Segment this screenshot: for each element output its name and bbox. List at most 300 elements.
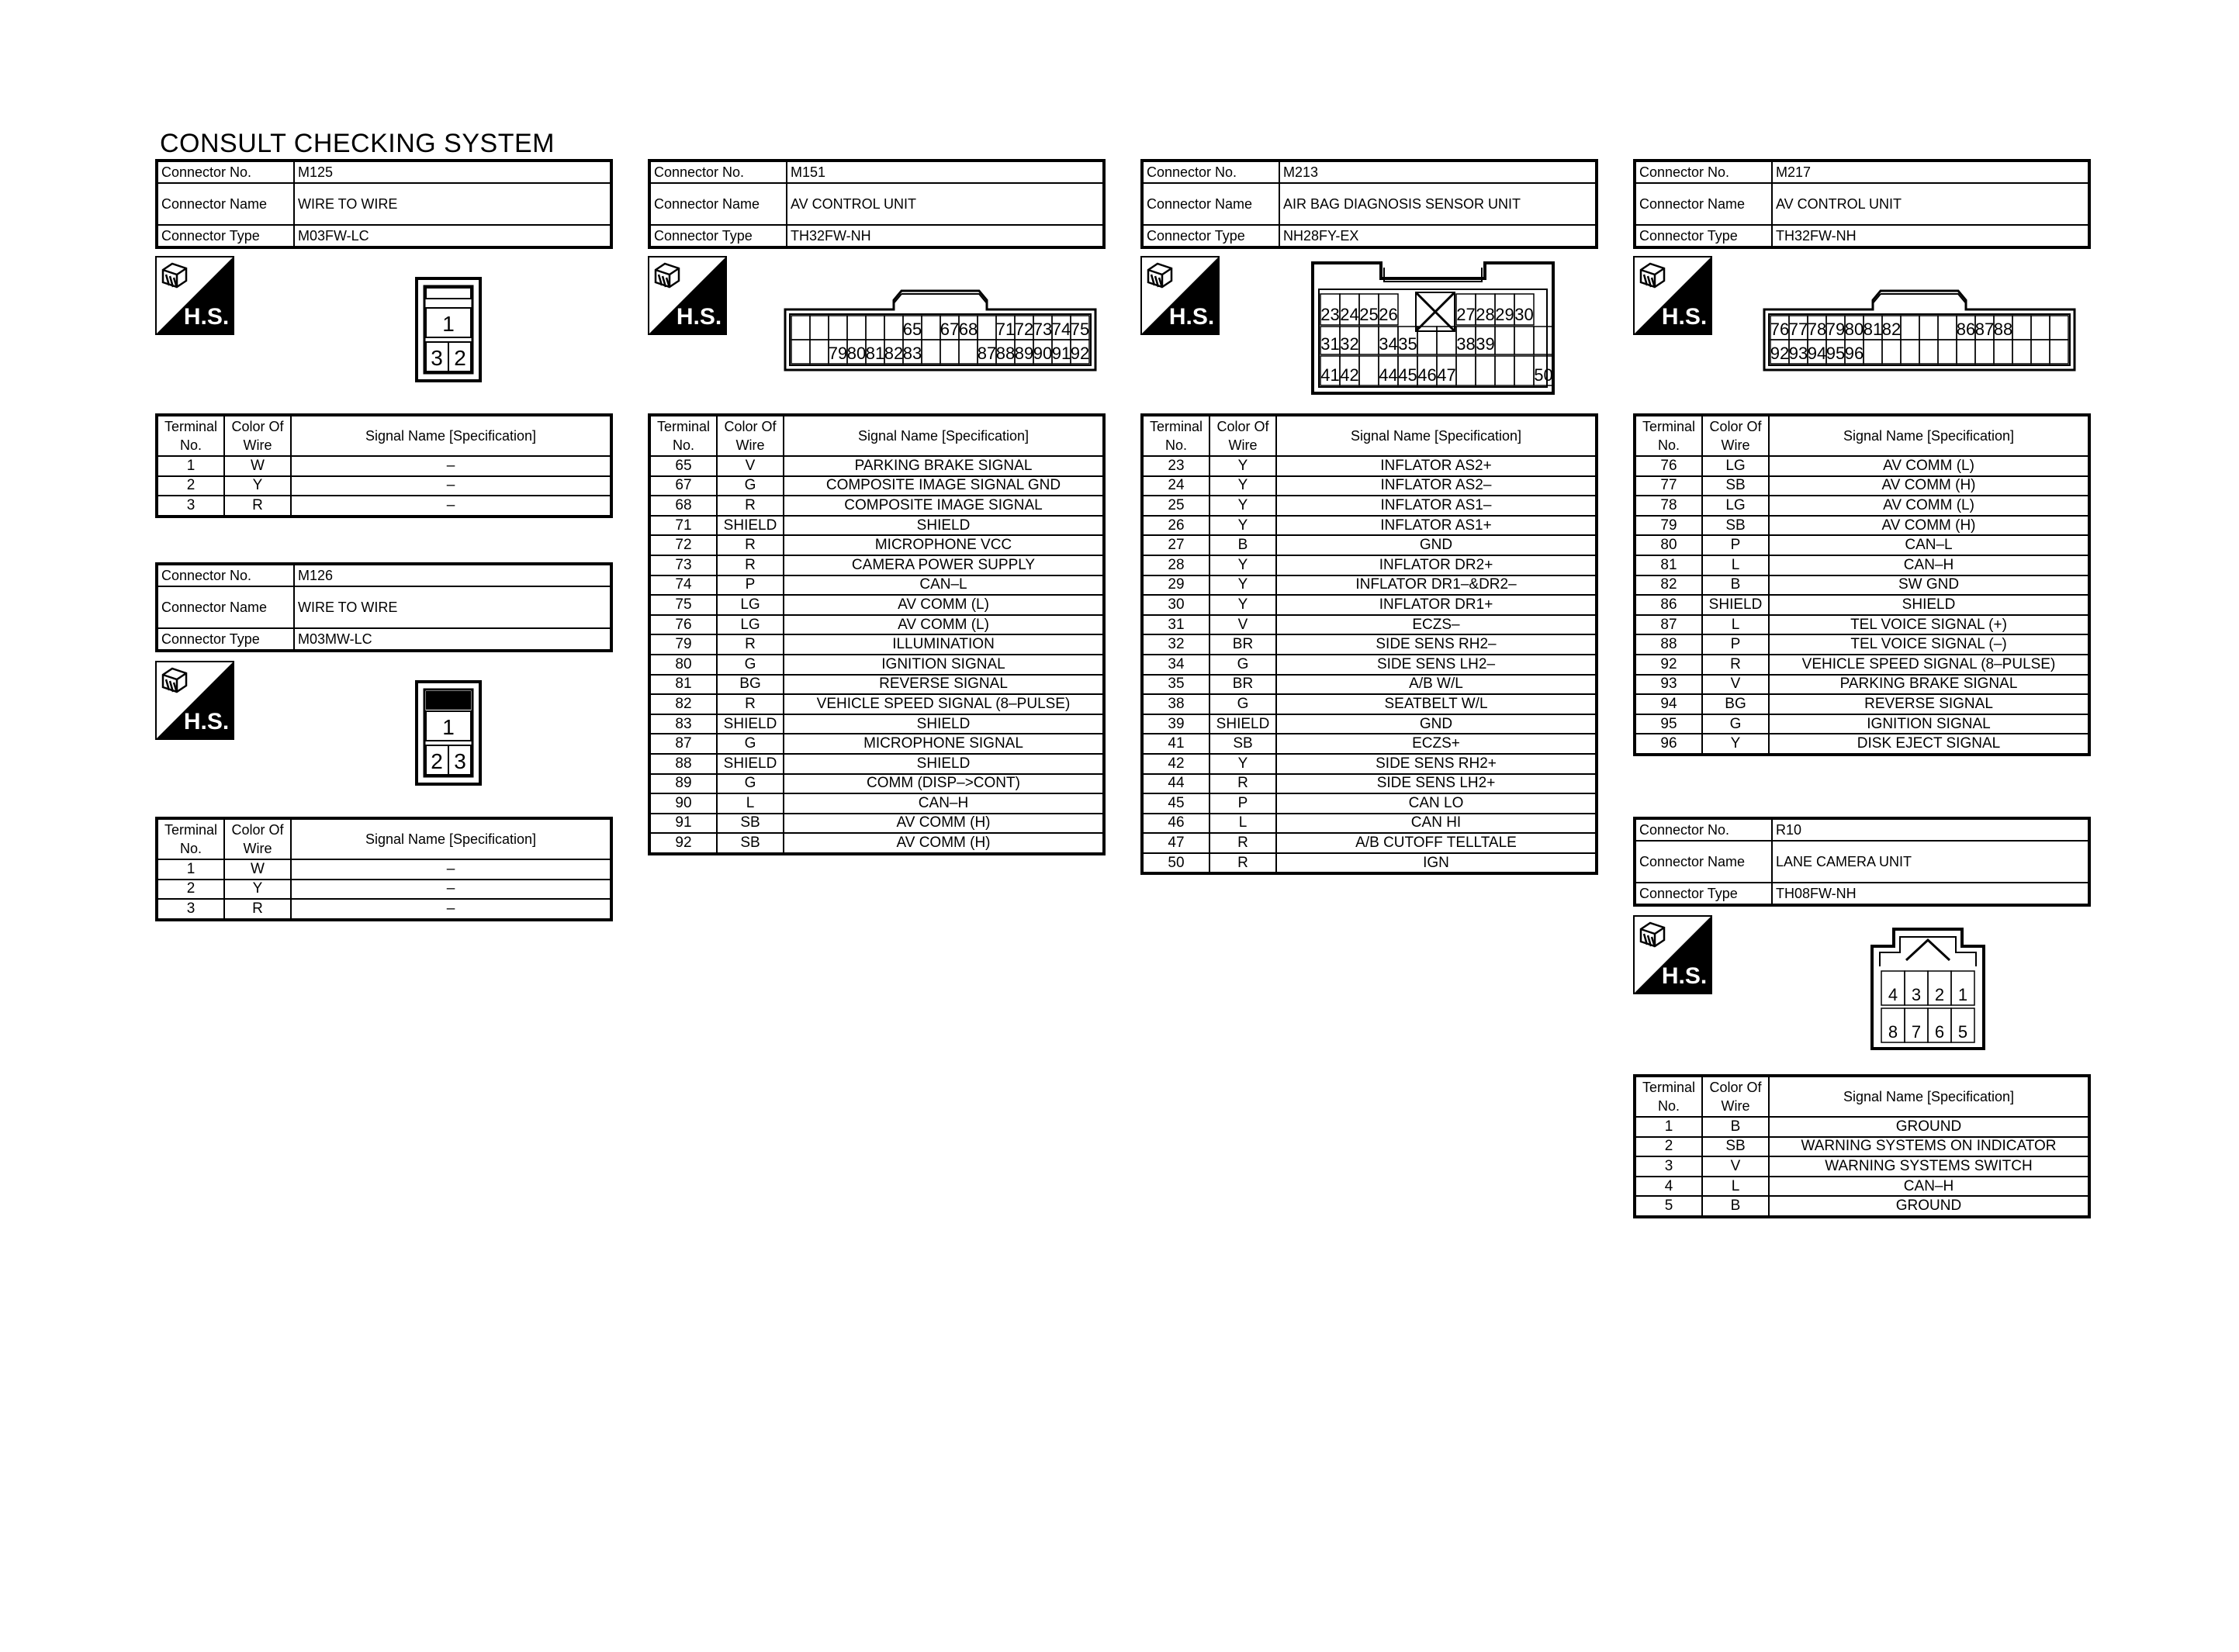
wire-color-cell: V <box>1209 615 1276 635</box>
connector-name-value: WIRE TO WIRE <box>294 183 611 225</box>
terminal-cell: 1 <box>157 456 224 476</box>
terminal-label: 71 <box>995 320 1016 339</box>
connector-face-m151 <box>784 283 1099 373</box>
terminal-label: 25 <box>1359 305 1379 324</box>
connector-no-value: M151 <box>787 161 1104 183</box>
signal-name-cell: AV COMM (H) <box>784 814 1104 834</box>
table-row <box>1142 694 1597 714</box>
hs-label: H.S. <box>183 304 230 330</box>
wire-color-cell: R <box>1209 833 1276 853</box>
terminal-label: 90 <box>1033 344 1053 363</box>
wire-color-cell: B <box>1702 1196 1769 1217</box>
connector-type-value: M03FW-LC <box>294 225 611 247</box>
wire-color-cell: SB <box>1209 734 1276 754</box>
table-row <box>1142 793 1597 814</box>
connector-no-value: M217 <box>1772 161 2089 183</box>
connector-m125 <box>155 159 613 249</box>
terminal-label: 4 <box>1888 985 1898 1004</box>
connector-no-value: M125 <box>294 161 611 183</box>
terminal-label: 34 <box>1379 334 1398 354</box>
terminal-cell: 89 <box>649 774 717 794</box>
wire-color-cell: P <box>1209 793 1276 814</box>
connector-type-label: Connector Type <box>157 225 294 247</box>
signal-name-cell: TEL VOICE SIGNAL (–) <box>1769 634 2089 655</box>
connector-type-value: TH32FW-NH <box>1772 225 2089 247</box>
terminal-label: 93 <box>1788 344 1808 363</box>
terminal-label: 92 <box>1770 344 1790 363</box>
terminal-label: 39 <box>1476 334 1495 354</box>
terminal-label: 77 <box>1788 320 1808 339</box>
table-row <box>649 634 1104 655</box>
connector-type-label: Connector Type <box>1142 225 1279 247</box>
terminal-label: 32 <box>1340 334 1359 354</box>
terminal-label: 82 <box>1881 320 1902 339</box>
terminal-cell: 41 <box>1142 734 1209 754</box>
wire-color-cell: SHIELD <box>717 754 784 774</box>
wire-color-cell: SB <box>717 833 784 854</box>
signal-table-m126 <box>155 817 613 921</box>
terminal-cell: 26 <box>1142 516 1209 536</box>
terminal-label: 47 <box>1437 365 1456 385</box>
table-row <box>1142 814 1597 834</box>
signal-name-cell: PARKING BRAKE SIGNAL <box>1769 675 2089 695</box>
terminal-label: 3 <box>1911 985 1922 1004</box>
terminal-label: 7 <box>1911 1022 1922 1042</box>
signal-name-cell: IGNITION SIGNAL <box>784 655 1104 675</box>
terminal-label: 3 <box>431 346 443 370</box>
wire-color-cell: P <box>1702 535 1769 555</box>
connector-type-label: Connector Type <box>1635 883 1772 905</box>
terminal-label: 65 <box>902 320 922 339</box>
wire-color-cell: Y <box>1209 754 1276 774</box>
terminal-label: 2 <box>454 346 466 370</box>
harness-side-icon <box>1633 256 1712 335</box>
table-row <box>649 814 1104 834</box>
table-row <box>649 496 1104 516</box>
table-row <box>1142 714 1597 734</box>
terminal-header: Terminal No. <box>1142 415 1209 456</box>
color-header: Color Of Wire <box>1209 415 1276 456</box>
wire-color-cell: SB <box>1702 476 1769 496</box>
terminal-label: 79 <box>828 344 848 363</box>
terminal-cell: 1 <box>157 859 224 880</box>
terminal-cell: 82 <box>649 694 717 714</box>
connector-no-label: Connector No. <box>157 564 294 586</box>
wire-color-cell: V <box>1702 675 1769 695</box>
table-row <box>1635 456 2089 476</box>
connector-name-value: AV CONTROL UNIT <box>1772 183 2089 225</box>
table-row <box>649 675 1104 695</box>
terminal-label: 88 <box>1993 320 2013 339</box>
connector-no-label: Connector No. <box>157 161 294 183</box>
table-row <box>649 793 1104 814</box>
signal-name-cell: VEHICLE SPEED SIGNAL (8–PULSE) <box>784 694 1104 714</box>
signal-name-cell: CAN LO <box>1276 793 1597 814</box>
signal-name-cell: IGNITION SIGNAL <box>1769 714 2089 734</box>
table-row <box>1142 833 1597 853</box>
signal-name-cell: SIDE SENS RH2+ <box>1276 754 1597 774</box>
harness-side-icon <box>1633 915 1712 994</box>
terminal-cell: 4 <box>1635 1177 1702 1197</box>
signal-name-cell: AV COMM (L) <box>784 615 1104 635</box>
terminal-label: 1 <box>1957 985 1968 1004</box>
terminal-label: 68 <box>958 320 978 339</box>
signal-name-cell: CAN–L <box>1769 535 2089 555</box>
signal-name-cell: – <box>291 476 611 496</box>
terminal-label: 87 <box>977 344 997 363</box>
terminal-label: 74 <box>1051 320 1071 339</box>
terminal-label: 80 <box>1844 320 1864 339</box>
signal-name-cell: AV COMM (L) <box>1769 496 2089 516</box>
wire-color-cell: G <box>717 734 784 754</box>
signal-name-cell: – <box>291 859 611 880</box>
connector-type-label: Connector Type <box>157 628 294 651</box>
table-row <box>1142 516 1597 536</box>
connector-name-label: Connector Name <box>157 183 294 225</box>
terminal-label: 44 <box>1379 365 1398 385</box>
terminal-cell: 46 <box>1142 814 1209 834</box>
table-row <box>1635 496 2089 516</box>
harness-side-icon <box>648 256 727 335</box>
connector-face-m217 <box>1763 283 2078 373</box>
signal-name-cell: GND <box>1276 535 1597 555</box>
wire-color-cell: P <box>1702 634 1769 655</box>
table-row <box>1635 1196 2089 1217</box>
terminal-cell: 90 <box>649 793 717 814</box>
signal-name-cell: INFLATOR DR2+ <box>1276 555 1597 575</box>
table-row <box>1142 476 1597 496</box>
signal-table-m151 <box>648 413 1106 855</box>
wire-color-cell: V <box>717 456 784 476</box>
wire-color-cell: R <box>224 899 291 920</box>
terminal-cell: 3 <box>157 496 224 517</box>
terminal-cell: 35 <box>1142 675 1209 695</box>
table-row <box>1635 734 2089 755</box>
terminal-cell: 31 <box>1142 615 1209 635</box>
wire-color-cell: R <box>717 535 784 555</box>
wire-color-cell: BR <box>1209 675 1276 695</box>
wire-color-cell: R <box>1209 853 1276 874</box>
terminal-label: 79 <box>1825 320 1846 339</box>
harness-side-icon <box>1140 256 1220 335</box>
signal-table-m151-wrap <box>648 413 1106 855</box>
terminal-label: 78 <box>1807 320 1827 339</box>
table-row <box>649 734 1104 754</box>
wire-color-cell: Y <box>1209 555 1276 575</box>
connector-type-value: TH32FW-NH <box>787 225 1104 247</box>
table-row <box>649 595 1104 615</box>
harness-side-icon <box>155 256 234 335</box>
terminal-cell: 68 <box>649 496 717 516</box>
wire-color-cell: R <box>1702 655 1769 675</box>
terminal-label: 1 <box>442 312 455 336</box>
terminal-header: Terminal No. <box>649 415 717 456</box>
table-row <box>1142 535 1597 555</box>
terminal-label: 5 <box>1957 1022 1968 1042</box>
connector-info-table <box>1633 159 2091 249</box>
terminal-cell: 39 <box>1142 714 1209 734</box>
terminal-cell: 93 <box>1635 675 1702 695</box>
table-row <box>1142 595 1597 615</box>
wire-color-cell: W <box>224 859 291 880</box>
wire-color-cell: G <box>717 774 784 794</box>
signal-name-cell: AV COMM (H) <box>1769 516 2089 536</box>
table-row <box>157 899 611 920</box>
connector-no-label: Connector No. <box>1142 161 1279 183</box>
terminal-label: 80 <box>846 344 867 363</box>
terminal-cell: 50 <box>1142 853 1209 874</box>
signal-name-cell: SHIELD <box>784 754 1104 774</box>
wire-color-cell: Y <box>224 880 291 900</box>
table-row <box>1635 714 2089 734</box>
connector-name-value: AV CONTROL UNIT <box>787 183 1104 225</box>
signal-name-cell: SHIELD <box>784 714 1104 734</box>
terminal-label: 28 <box>1476 305 1495 324</box>
terminal-cell: 76 <box>649 615 717 635</box>
signal-name-cell: COMPOSITE IMAGE SIGNAL <box>784 496 1104 516</box>
wire-color-cell: SHIELD <box>717 516 784 536</box>
terminal-cell: 91 <box>649 814 717 834</box>
terminal-label: 67 <box>940 320 960 339</box>
terminal-cell: 82 <box>1635 575 1702 596</box>
table-row <box>157 496 611 517</box>
wire-color-cell: R <box>717 634 784 655</box>
terminal-cell: 80 <box>1635 535 1702 555</box>
signal-name-cell: COMM (DISP–>CONT) <box>784 774 1104 794</box>
signal-name-cell: INFLATOR AS2– <box>1276 476 1597 496</box>
wire-color-cell: SB <box>1702 1137 1769 1157</box>
connector-name-label: Connector Name <box>649 183 787 225</box>
connector-no-label: Connector No. <box>1635 161 1772 183</box>
terminal-label: 50 <box>1534 365 1553 385</box>
wire-color-cell: L <box>1702 1177 1769 1197</box>
terminal-cell: 32 <box>1142 634 1209 655</box>
terminal-header: Terminal No. <box>1635 415 1702 456</box>
color-header: Color Of Wire <box>224 818 291 859</box>
wire-color-cell: L <box>1702 555 1769 575</box>
terminal-cell: 72 <box>649 535 717 555</box>
signal-name-cell: IGN <box>1276 853 1597 874</box>
terminal-cell: 92 <box>649 833 717 854</box>
table-row <box>1635 655 2089 675</box>
signal-name-cell: A/B CUTOFF TELLTALE <box>1276 833 1597 853</box>
connector-no-value: M213 <box>1279 161 1597 183</box>
terminal-cell: 25 <box>1142 496 1209 516</box>
signal-name-cell: INFLATOR AS1– <box>1276 496 1597 516</box>
signal-name-cell: AV COMM (H) <box>1769 476 2089 496</box>
wire-color-cell: Y <box>1209 595 1276 615</box>
wire-color-cell: SB <box>717 814 784 834</box>
signal-name-cell: ECZS+ <box>1276 734 1597 754</box>
table-row <box>1142 754 1597 774</box>
connector-m213 <box>1140 159 1598 249</box>
table-row <box>1142 456 1597 476</box>
signal-name-cell: TEL VOICE SIGNAL (+) <box>1769 615 2089 635</box>
color-header: Color Of Wire <box>1702 1076 1769 1117</box>
signal-rows <box>1635 1117 2089 1217</box>
terminal-label: 6 <box>1934 1022 1945 1042</box>
terminal-label: 41 <box>1320 365 1340 385</box>
wire-color-cell: Y <box>1209 456 1276 476</box>
signal-header: Signal Name [Specification] <box>1769 415 2089 456</box>
terminal-cell: 87 <box>1635 615 1702 635</box>
signal-name-cell: A/B W/L <box>1276 675 1597 695</box>
terminal-cell: 44 <box>1142 774 1209 794</box>
signal-name-cell: VEHICLE SPEED SIGNAL (8–PULSE) <box>1769 655 2089 675</box>
terminal-cell: 28 <box>1142 555 1209 575</box>
wire-color-cell: P <box>717 575 784 596</box>
connector-type-label: Connector Type <box>1635 225 1772 247</box>
signal-name-cell: INFLATOR AS2+ <box>1276 456 1597 476</box>
terminal-cell: 86 <box>1635 595 1702 615</box>
table-row <box>1635 516 2089 536</box>
signal-name-cell: SEATBELT W/L <box>1276 694 1597 714</box>
wire-color-cell: R <box>717 694 784 714</box>
terminal-cell: 67 <box>649 476 717 496</box>
connector-no-label: Connector No. <box>1635 818 1772 841</box>
terminal-label: 73 <box>1033 320 1053 339</box>
terminal-label: 35 <box>1398 334 1417 354</box>
wire-color-cell: G <box>1209 655 1276 675</box>
terminal-cell: 45 <box>1142 793 1209 814</box>
signal-table-m217 <box>1633 413 2091 756</box>
signal-name-cell: SIDE SENS RH2– <box>1276 634 1597 655</box>
table-row <box>649 615 1104 635</box>
signal-name-cell: CAMERA POWER SUPPLY <box>784 555 1104 575</box>
wire-color-cell: BG <box>1702 694 1769 714</box>
table-row <box>649 694 1104 714</box>
wire-color-cell: SHIELD <box>1702 595 1769 615</box>
terminal-label: 83 <box>902 344 922 363</box>
table-row <box>649 535 1104 555</box>
terminal-label: 8 <box>1888 1022 1898 1042</box>
terminal-label: 96 <box>1844 344 1864 363</box>
signal-name-cell: REVERSE SIGNAL <box>1769 694 2089 714</box>
hs-label: H.S. <box>1168 304 1215 330</box>
signal-header: Signal Name [Specification] <box>1769 1076 2089 1117</box>
table-row <box>649 774 1104 794</box>
signal-name-cell: SHIELD <box>784 516 1104 536</box>
signal-header: Signal Name [Specification] <box>291 415 611 456</box>
wire-color-cell: R <box>1209 774 1276 794</box>
signal-table-m217-wrap <box>1633 413 2091 756</box>
table-row <box>1635 1156 2089 1177</box>
connector-m126 <box>155 562 613 652</box>
signal-table-m126-wrap <box>155 817 613 921</box>
terminal-cell: 3 <box>157 899 224 920</box>
wire-color-cell: Y <box>1209 516 1276 536</box>
signal-name-cell: COMPOSITE IMAGE SIGNAL GND <box>784 476 1104 496</box>
terminal-cell: 2 <box>157 476 224 496</box>
signal-name-cell: INFLATOR DR1–&DR2– <box>1276 575 1597 596</box>
table-row <box>1635 1177 2089 1197</box>
terminal-label: 72 <box>1014 320 1034 339</box>
table-row <box>1142 496 1597 516</box>
wire-color-cell: B <box>1209 535 1276 555</box>
wire-color-cell: Y <box>1209 575 1276 596</box>
signal-name-cell: – <box>291 880 611 900</box>
terminal-cell: 2 <box>1635 1137 1702 1157</box>
terminal-label: 29 <box>1495 305 1514 324</box>
terminal-cell: 77 <box>1635 476 1702 496</box>
table-row <box>1635 615 2089 635</box>
hs-label: H.S. <box>676 304 722 330</box>
terminal-header: Terminal No. <box>157 818 224 859</box>
page-title: CONSULT CHECKING SYSTEM <box>160 129 555 158</box>
signal-name-cell: AV COMM (H) <box>784 833 1104 854</box>
table-row <box>1142 655 1597 675</box>
wire-color-cell: R <box>717 555 784 575</box>
signal-name-cell: CAN HI <box>1276 814 1597 834</box>
wire-color-cell: BR <box>1209 634 1276 655</box>
signal-name-cell: REVERSE SIGNAL <box>784 675 1104 695</box>
table-row <box>1635 595 2089 615</box>
signal-name-cell: PARKING BRAKE SIGNAL <box>784 456 1104 476</box>
signal-name-cell: INFLATOR DR1+ <box>1276 595 1597 615</box>
table-row <box>649 476 1104 496</box>
table-row <box>1142 734 1597 754</box>
connector-no-value: R10 <box>1772 818 2089 841</box>
signal-name-cell: SIDE SENS LH2+ <box>1276 774 1597 794</box>
terminal-cell: 78 <box>1635 496 1702 516</box>
terminal-cell: 5 <box>1635 1196 1702 1217</box>
terminal-cell: 3 <box>1635 1156 1702 1177</box>
terminal-cell: 1 <box>1635 1117 1702 1137</box>
connector-no-value: M126 <box>294 564 611 586</box>
terminal-label: 27 <box>1456 305 1476 324</box>
connector-name-label: Connector Name <box>1635 841 1772 883</box>
signal-name-cell: – <box>291 456 611 476</box>
terminal-cell: 79 <box>1635 516 1702 536</box>
signal-name-cell: GROUND <box>1769 1117 2089 1137</box>
connector-name-value: LANE CAMERA UNIT <box>1772 841 2089 883</box>
harness-side-icon <box>155 661 234 740</box>
signal-header: Signal Name [Specification] <box>1276 415 1597 456</box>
table-row <box>649 833 1104 854</box>
connector-name-value: WIRE TO WIRE <box>294 586 611 628</box>
terminal-label: 38 <box>1456 334 1476 354</box>
connector-m151 <box>648 159 1106 249</box>
terminal-cell: 38 <box>1142 694 1209 714</box>
terminal-cell: 73 <box>649 555 717 575</box>
wire-color-cell: W <box>224 456 291 476</box>
table-row <box>649 754 1104 774</box>
table-row <box>649 655 1104 675</box>
table-row <box>1635 634 2089 655</box>
table-row <box>1635 555 2089 575</box>
table-row <box>649 516 1104 536</box>
color-header: Color Of Wire <box>1702 415 1769 456</box>
signal-name-cell: AV COMM (L) <box>1769 456 2089 476</box>
terminal-cell: 81 <box>649 675 717 695</box>
connector-r10 <box>1633 817 2091 907</box>
terminal-cell: 87 <box>649 734 717 754</box>
terminal-label: 92 <box>1070 344 1090 363</box>
signal-rows <box>649 456 1104 854</box>
terminal-cell: 88 <box>1635 634 1702 655</box>
wire-color-cell: LG <box>1702 496 1769 516</box>
table-row <box>1142 675 1597 695</box>
terminal-cell: 81 <box>1635 555 1702 575</box>
connector-info-table <box>1633 817 2091 907</box>
table-row <box>1635 1137 2089 1157</box>
terminal-cell: 83 <box>649 714 717 734</box>
wire-color-cell: SHIELD <box>1209 714 1276 734</box>
connector-name-value: AIR BAG DIAGNOSIS SENSOR UNIT <box>1279 183 1597 225</box>
terminal-cell: 88 <box>649 754 717 774</box>
wire-color-cell: Y <box>1702 734 1769 755</box>
terminal-label: 31 <box>1320 334 1340 354</box>
